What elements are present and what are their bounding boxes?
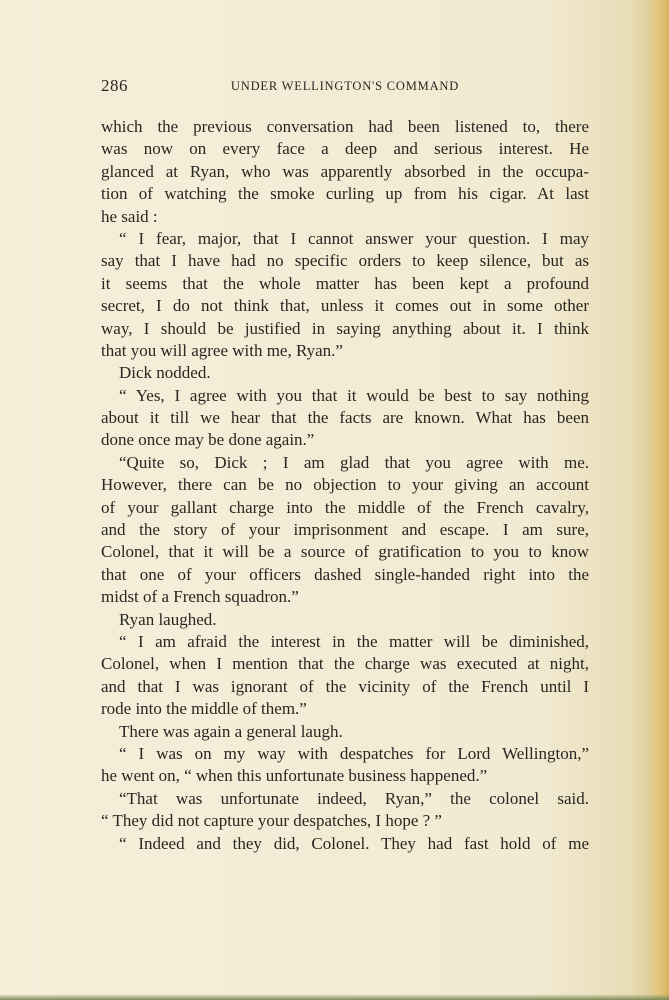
running-title: UNDER WELLINGTON'S COMMAND: [230, 79, 460, 93]
text-line: There was again a general laugh.: [119, 721, 343, 741]
page-edge-shadow: [647, 0, 669, 1000]
text-line: way, I should be justified in saying anything about it. I think: [101, 318, 589, 338]
text-line: Colonel, that it will be a source of gratification to you to know: [101, 542, 589, 562]
text-line: was now on every face a deep and serious interest. He: [101, 139, 589, 159]
text-line: say that I have had no specific orders to keep silence, but as: [101, 251, 589, 271]
page-bottom-edge: [0, 994, 669, 1000]
text-line: of your gallant charge into the middle of the French cavalry,: [101, 497, 589, 517]
text-line: “ Indeed and they did, Colonel. They had fast hold of me: [119, 833, 589, 853]
text-line: and the story of your imprisonment and escape. I am sure,: [101, 520, 589, 540]
text-line: However, there can be no objection to your giving an account: [101, 475, 589, 495]
text-line: that you will agree with me, Ryan.”: [101, 340, 343, 360]
text-line: glanced at Ryan, who was apparently absorbed in the occupa-: [101, 161, 589, 181]
text-line: he went on, “ when this unfortunate business happened.”: [101, 766, 488, 786]
text-line: “ I was on my way with despatches for Lord Wellington,”: [119, 743, 589, 763]
text-line: which the previous conversation had been listened to, there: [101, 117, 589, 136]
body-text: [101, 116, 589, 855]
text-line: secret, I do not think that, unless it comes out in some other: [101, 296, 589, 316]
text-line: “ I fear, major, that I cannot answer your question. I may: [119, 228, 589, 248]
text-line: Dick nodded.: [119, 363, 211, 383]
text-line: “ They did not capture your despatches, I hope ? ”: [101, 811, 442, 831]
text-line: and that I was ignorant of the vicinity of the French until I: [101, 676, 589, 696]
text-line: rode into the middle of them.”: [101, 699, 307, 719]
page-header: [101, 76, 589, 98]
text-line: midst of a French squadron.”: [101, 587, 299, 607]
text-line: that one of your officers dashed single-handed right into the: [101, 564, 589, 584]
text-line: tion of watching the smoke curling up from his cigar. At last: [101, 184, 589, 204]
text-line: it seems that the whole matter has been kept a profound: [101, 273, 589, 293]
text-line: “Quite so, Dick ; I am glad that you agree with me.: [119, 452, 589, 472]
text-line: done once may be done again.”: [101, 430, 315, 450]
text-line: “ I am afraid the interest in the matter will be diminished,: [119, 631, 589, 651]
text-line: Colonel, when I mention that the charge was executed at night,: [101, 654, 589, 674]
text-line: Ryan laughed.: [119, 609, 217, 629]
text-line: “ Yes, I agree with you that it would be best to say nothing: [119, 385, 589, 405]
text-line: about it till we hear that the facts are known. What has been: [101, 408, 589, 428]
text-line: he said :: [101, 206, 158, 226]
text-line: “That was unfortunate indeed, Ryan,” the colonel said.: [119, 788, 589, 808]
page-number: 286: [101, 76, 128, 95]
